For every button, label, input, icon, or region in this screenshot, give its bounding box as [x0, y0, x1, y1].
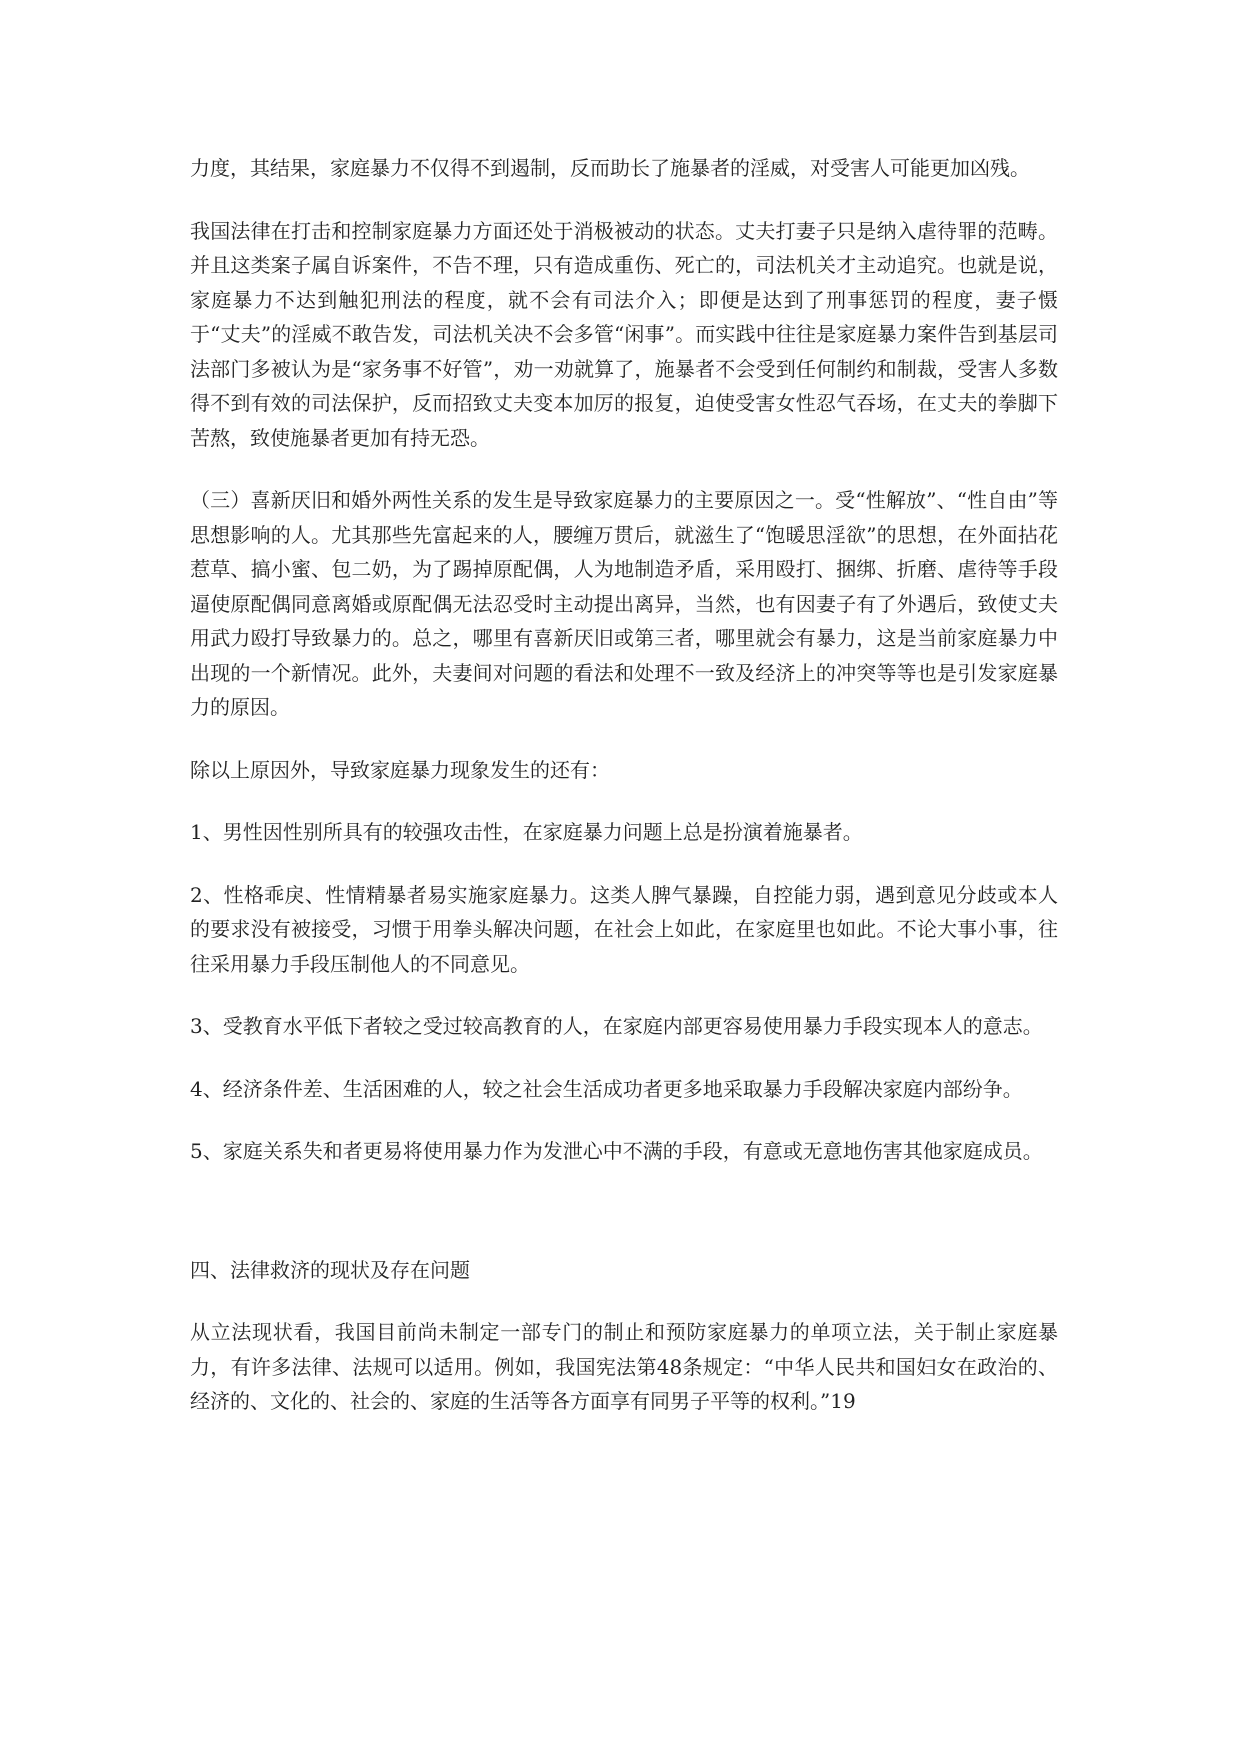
- paragraph-cause-three: （三）喜新厌旧和婚外两性关系的发生是导致家庭暴力的主要原因之一。受“性解放”、“性自由”等思想影响的人。尤其那些先富起来的人，腰缠万贯后，就滋生了“饱暖思淫欲”的思想，在外面拈花惹草、搞小蜜、包二奶，为了踢掉原配偶，人为地制造矛盾，采用殴打、捆绑、折磨、虐待等手段逼使原配偶同意离婚或原配偶无法忍受时主动提出离异，当然，也有因妻子有了外遇后，致使丈夫用武力殴打导致暴力的。总之，哪里有喜新厌旧或第三者，哪里就会有暴力，这是当前家庭暴力中出现的一个新情况。此外，夫妻间对问题的看法和处理不一致及经济上的冲突等等也是引发家庭暴力的原因。: [190, 488, 1058, 719]
- list-item-1: 1、男性因性别所具有的较强攻击性，在家庭暴力问题上总是扮演着施暴者。: [190, 820, 863, 844]
- paragraph-continuation: 力度，其结果，家庭暴力不仅得不到遏制，反而助长了施暴者的淫威，对受害人可能更加凶残。: [190, 156, 1030, 180]
- list-item-5: 5、家庭关系失和者更易将使用暴力作为发泄心中不满的手段，有意或无意地伤害其他家庭成员。: [190, 1139, 1043, 1163]
- paragraph-other-causes-intro: 除以上原因外，导致家庭暴力现象发生的还有：: [190, 757, 610, 782]
- list-item-3: 3、受教育水平低下者较之受过较高教育的人，在家庭内部更容易使用暴力手段实现本人的意志。: [190, 1014, 1043, 1038]
- paragraph-legislation-status: 从立法现状看，我国目前尚未制定一部专门的制止和预防家庭暴力的单项立法，关于制止家庭暴力，有许多法律、法规可以适用。例如，我国宪法第48条规定：“中华人民共和国妇女在政治的、经济的、文化的、社会的、家庭的生活等各方面享有同男子平等的权利。”19: [190, 1320, 1058, 1413]
- paragraph-legal-passivity: 我国法律在打击和控制家庭暴力方面还处于消极被动的状态。丈夫打妻子只是纳入虐待罪的范畴。并且这类案子属自诉案件，不告不理，只有造成重伤、死亡的，司法机关才主动追究。也就是说，家庭暴力不达到触犯刑法的程度，就不会有司法介入；即便是达到了刑事惩罚的程度，妻子慑于“丈夫”的淫威不敢告发，司法机关决不会多管“闲事”。而实践中往往是家庭暴力案件告到基层司法部门多被认为是“家务事不好管”，劝一劝就算了，施暴者不会受到任何制约和制裁，受害人多数得不到有效的司法保护，反而招致丈夫变本加厉的报复，迫使受害女性忍气吞场，在丈夫的拳脚下苦熬，致使施暴者更加有持无恐。: [190, 218, 1058, 450]
- list-item-4: 4、经济条件差、生活困难的人，较之社会生活成功者更多地采取暴力手段解决家庭内部纷争。: [190, 1076, 1023, 1101]
- list-item-2: 2、性格乖戾、性情精暴者易实施家庭暴力。这类人脾气暴躁，自控能力弱，遇到意见分歧或本人的要求没有被接受，习惯于用拳头解决问题，在社会上如此，在家庭里也如此。不论大事小事，往往采用暴力手段压制他人的不同意见。: [190, 882, 1058, 976]
- section-heading-four: 四、法律救济的现状及存在问题: [190, 1257, 470, 1282]
- document-body: [190, 151, 1058, 1447]
